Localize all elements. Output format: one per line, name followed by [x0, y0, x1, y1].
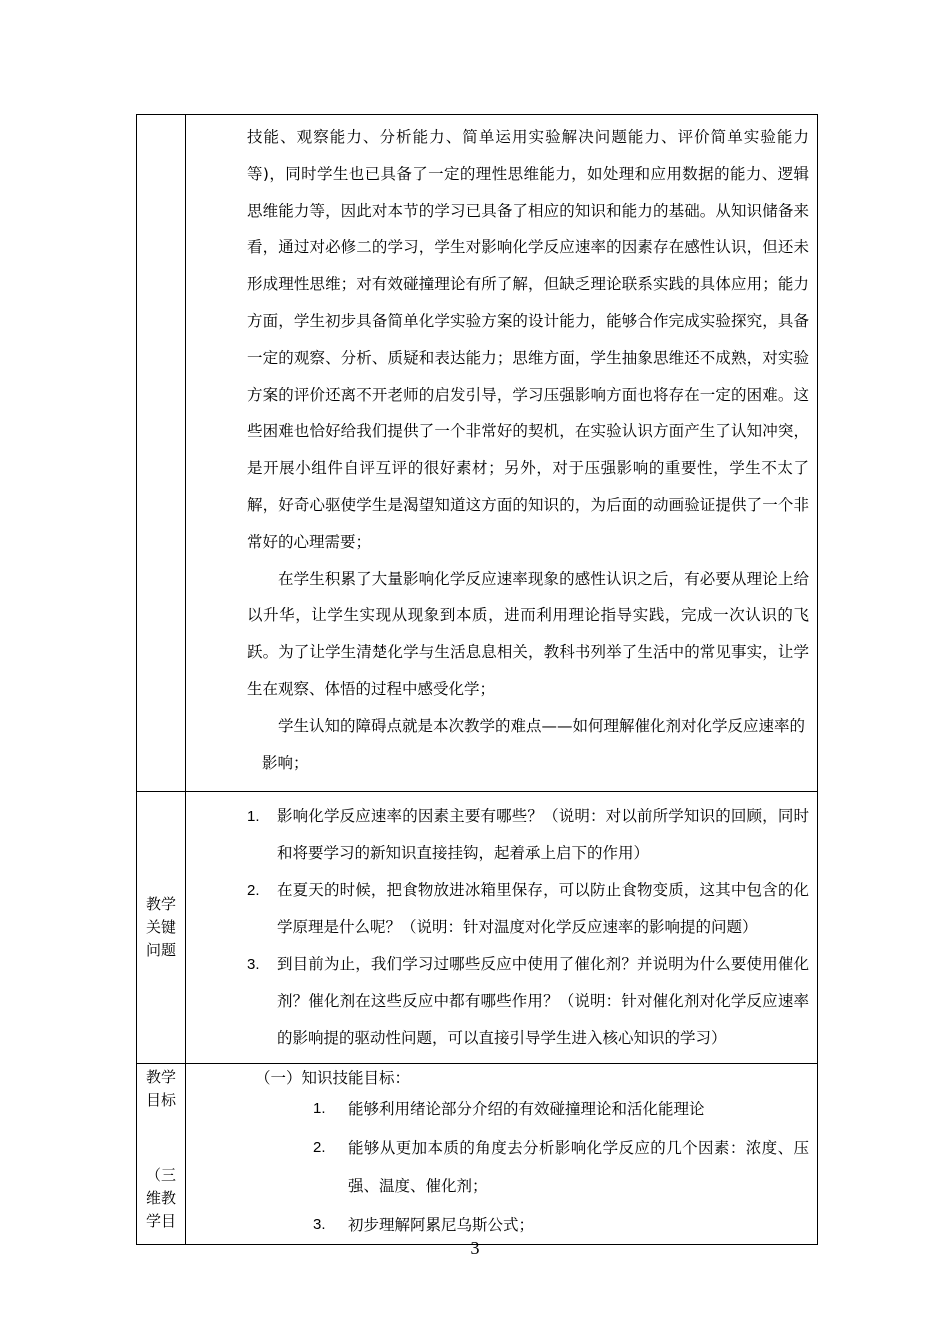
- teaching-goals-row: [137, 1064, 818, 1245]
- analysis-paragraph: 影响；: [262, 753, 309, 772]
- teaching-goals-label-top: 教学目标: [145, 1068, 176, 1109]
- list-item-text: 在夏天的时候，把食物放进冰箱里保存，可以防止食物变质，这其中包含的化学原理是什么呢？（说明：针对温度对化学反应速率的影响提的问题）: [277, 881, 809, 936]
- goals-list: [186, 1090, 817, 1244]
- list-item-text: 到目前为止，我们学习过哪些反应中使用了催化剂？并说明为什么要使用催化剂？催化剂在这些反应中都有哪些作用？（说明：针对催化剂对化学反应速率的影响提的驱动性问题，可以直接引导学生进入核心知识的学习）: [277, 955, 809, 1047]
- analysis-paragraph: 技能、观察能力、分析能力、简单运用实验解决问题能力、评价简单实验能力等)，同时学生也已具备了一定的理性思维能力，如处理和应用数据的能力、逻辑思维能力等，因此对本节的学习已具备了相应的知识和能力的基础。从知识储备来看，通过对必修二的学习，学生对影响化学反应速率的因素存在感性认识，但还未形成理性思维；对有效碰撞理论有所了解，但缺乏理论联系实践的具体应用；能力方面，学生初步具备简单化学实验方案的设计能力，能够合作完成实验探究，具备一定的观察、分析、质疑和表达能力；思维方面，学生抽象思维还不成熟，对实验方案的评价还离不开老师的启发引导，学习压强影响方面也将存在一定的困难。这些困难也恰好给我们提供了一个非常好的契机，在实验认识方面产生了认知冲突，是开展小组件自评互评的很好素材；另外，对于压强影响的重要性，学生不太了解，好奇心驱使学生是渴望知道这方面的知识的，为后面的动画验证提供了一个非常好的心理需要；: [247, 128, 809, 551]
- list-item-number: 1.: [247, 808, 260, 825]
- list-item-text: 影响化学反应速率的因素主要有哪些？（说明：对以前所学知识的回顾，同时和将要学习的新知识直接挂钩，起着承上启下的作用）: [277, 807, 809, 862]
- key-questions-content: [186, 792, 818, 1064]
- analysis-content: [186, 115, 818, 792]
- list-item-number: 2.: [247, 882, 260, 899]
- list-item-text: 能够从更加本质的角度去分析影响化学反应的几个因素：浓度、压强、温度、催化剂；: [348, 1138, 809, 1195]
- teaching-goals-label-bottom: （三维教学目: [145, 1166, 176, 1230]
- lesson-plan-table: [136, 114, 818, 1245]
- teaching-goals-content: [186, 1064, 818, 1245]
- analysis-paragraph: 学生认知的障碍点就是本次教学的难点——如何理解催化剂对化学反应速率的: [278, 716, 806, 735]
- list-item: [313, 1129, 809, 1206]
- list-item: [313, 1090, 809, 1129]
- analysis-paragraph: 在学生积累了大量影响化学反应速率现象的感性认识之后，有必要从理论上给以升华，让学生实现从现象到本质，进而利用理论指导实践，完成一次认识的飞跃。为了让学生清楚化学与生活息息相关，教科书列举了生活中的常见事实，让学生在观察、体悟的过程中感受化学；: [247, 569, 809, 698]
- list-item: [247, 946, 809, 1057]
- key-questions-label: [137, 792, 186, 1064]
- key-questions-label-text: 教学关键问题: [145, 895, 176, 959]
- list-item-number: 1.: [313, 1100, 326, 1117]
- list-item: [247, 872, 809, 946]
- list-item-number: 2.: [313, 1138, 326, 1156]
- list-item: [247, 798, 809, 872]
- page-number: 3: [470, 1238, 480, 1258]
- teaching-goals-label: [137, 1064, 186, 1245]
- list-item-number: 3.: [313, 1215, 326, 1233]
- list-item-number: 3.: [247, 956, 260, 973]
- key-questions-list: [186, 792, 817, 1057]
- list-item-text: 初步理解阿累尼乌斯公式；: [348, 1215, 535, 1234]
- key-questions-row: [137, 792, 818, 1064]
- analysis-label: [137, 115, 186, 792]
- goals-subheading: （一）知识技能目标：: [255, 1069, 411, 1087]
- list-item-text: 能够利用绪论部分介绍的有效碰撞理论和活化能理论: [348, 1100, 705, 1118]
- analysis-row: [137, 115, 818, 792]
